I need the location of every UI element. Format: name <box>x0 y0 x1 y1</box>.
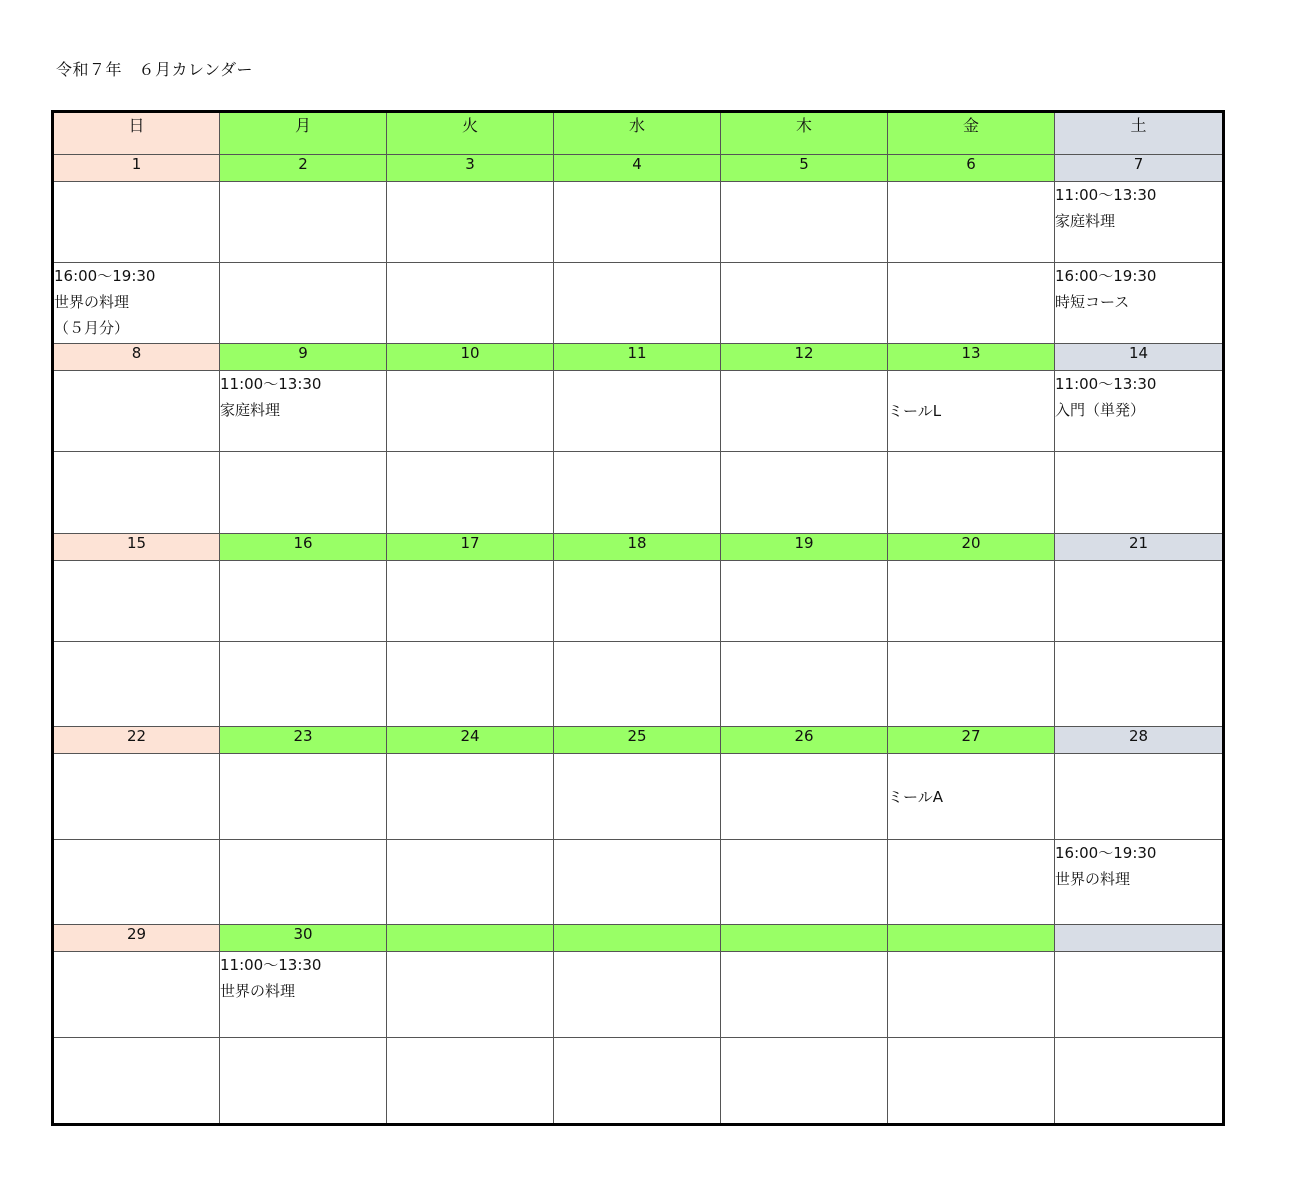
schedule-cell[interactable] <box>387 263 554 344</box>
schedule-cell[interactable] <box>220 1038 387 1125</box>
event-text: 時短コース <box>1055 293 1130 311</box>
schedule-cell[interactable] <box>721 840 888 925</box>
date-cell: 25 <box>554 727 721 754</box>
date-cell: 30 <box>220 925 387 952</box>
date-cell: 3 <box>387 155 554 182</box>
weekday-header-thu: 木 <box>721 112 888 155</box>
date-cell: 24 <box>387 727 554 754</box>
schedule-row <box>53 754 1224 840</box>
date-cell: 28 <box>1055 727 1224 754</box>
event-text: 入門（単発） <box>1055 401 1146 419</box>
schedule-cell[interactable] <box>53 263 220 344</box>
event-text: 16:00〜19:30 <box>1055 267 1157 285</box>
schedule-cell[interactable] <box>1055 754 1224 840</box>
schedule-cell[interactable] <box>554 452 721 534</box>
date-cell <box>888 925 1055 952</box>
date-cell: 17 <box>387 534 554 561</box>
date-cell: 23 <box>220 727 387 754</box>
schedule-row <box>53 1038 1224 1125</box>
schedule-cell[interactable] <box>53 561 220 642</box>
weekday-header-row <box>53 112 1224 155</box>
date-cell <box>554 925 721 952</box>
schedule-cell[interactable] <box>554 371 721 452</box>
date-cell: 5 <box>721 155 888 182</box>
date-cell: 1 <box>53 155 220 182</box>
schedule-cell[interactable] <box>387 371 554 452</box>
schedule-cell[interactable] <box>220 263 387 344</box>
schedule-cell[interactable] <box>554 754 721 840</box>
date-cell: 15 <box>53 534 220 561</box>
schedule-cell[interactable] <box>554 561 721 642</box>
date-cell: 14 <box>1055 344 1224 371</box>
schedule-cell[interactable] <box>888 1038 1055 1125</box>
weekday-header-sat: 土 <box>1055 112 1224 155</box>
schedule-cell[interactable] <box>721 263 888 344</box>
schedule-row <box>53 263 1224 344</box>
date-cell: 27 <box>888 727 1055 754</box>
schedule-cell[interactable] <box>53 452 220 534</box>
schedule-row <box>53 182 1224 263</box>
schedule-cell[interactable] <box>888 754 1055 840</box>
calendar-table <box>51 110 1225 1126</box>
schedule-cell[interactable] <box>387 642 554 727</box>
schedule-row <box>53 561 1224 642</box>
schedule-cell[interactable] <box>53 182 220 263</box>
date-cell <box>721 925 888 952</box>
schedule-cell[interactable] <box>1055 952 1224 1038</box>
schedule-cell[interactable] <box>888 182 1055 263</box>
date-row <box>53 155 1224 182</box>
event-text: 世界の料理 <box>220 982 296 1000</box>
date-cell: 26 <box>721 727 888 754</box>
event-text: 16:00〜19:30 <box>1055 844 1157 862</box>
event-text: 11:00〜13:30 <box>220 375 322 393</box>
weekday-header-mon: 月 <box>220 112 387 155</box>
schedule-cell[interactable] <box>53 754 220 840</box>
page-title: 令和７年 ６月カレンダー <box>56 60 253 79</box>
event-text: 世界の料理 <box>1055 870 1131 888</box>
date-cell: 4 <box>554 155 721 182</box>
schedule-cell[interactable] <box>554 642 721 727</box>
schedule-cell[interactable] <box>387 561 554 642</box>
schedule-cell[interactable] <box>1055 642 1224 727</box>
date-cell: 13 <box>888 344 1055 371</box>
schedule-cell[interactable] <box>220 371 387 452</box>
date-cell: 20 <box>888 534 1055 561</box>
event-text: 家庭料理 <box>1055 212 1116 230</box>
schedule-row <box>53 371 1224 452</box>
schedule-cell[interactable] <box>721 561 888 642</box>
date-cell: 21 <box>1055 534 1224 561</box>
schedule-cell[interactable] <box>220 754 387 840</box>
schedule-cell[interactable] <box>554 182 721 263</box>
weekday-header-sun: 日 <box>53 112 220 155</box>
schedule-cell[interactable] <box>387 952 554 1038</box>
schedule-cell[interactable] <box>220 642 387 727</box>
schedule-cell[interactable] <box>387 1038 554 1125</box>
schedule-row <box>53 840 1224 925</box>
schedule-cell[interactable] <box>1055 840 1224 925</box>
date-cell: 8 <box>53 344 220 371</box>
schedule-cell[interactable] <box>888 952 1055 1038</box>
event-text: 11:00〜13:30 <box>220 956 322 974</box>
weekday-header-wed: 水 <box>554 112 721 155</box>
schedule-cell[interactable] <box>53 952 220 1038</box>
date-cell: 10 <box>387 344 554 371</box>
date-cell: 2 <box>220 155 387 182</box>
schedule-cell[interactable] <box>220 561 387 642</box>
date-cell: 29 <box>53 925 220 952</box>
schedule-cell[interactable] <box>1055 263 1224 344</box>
schedule-row <box>53 452 1224 534</box>
schedule-cell[interactable] <box>554 1038 721 1125</box>
schedule-cell[interactable] <box>721 642 888 727</box>
schedule-cell[interactable] <box>888 561 1055 642</box>
schedule-cell[interactable] <box>1055 452 1224 534</box>
schedule-cell[interactable] <box>387 452 554 534</box>
schedule-cell[interactable] <box>721 952 888 1038</box>
schedule-cell[interactable] <box>721 371 888 452</box>
date-cell: 9 <box>220 344 387 371</box>
schedule-cell[interactable] <box>721 452 888 534</box>
date-cell: 6 <box>888 155 1055 182</box>
schedule-cell[interactable] <box>53 371 220 452</box>
date-cell: 22 <box>53 727 220 754</box>
event-text: ミールA <box>888 787 943 806</box>
date-cell <box>1055 925 1224 952</box>
schedule-cell[interactable] <box>220 840 387 925</box>
schedule-cell[interactable] <box>888 263 1055 344</box>
date-cell: 19 <box>721 534 888 561</box>
weekday-header-fri: 金 <box>888 112 1055 155</box>
schedule-cell[interactable] <box>53 1038 220 1125</box>
schedule-row <box>53 952 1224 1038</box>
schedule-cell[interactable] <box>554 263 721 344</box>
schedule-cell[interactable] <box>1055 371 1224 452</box>
schedule-cell[interactable] <box>1055 1038 1224 1125</box>
schedule-row <box>53 642 1224 727</box>
date-cell: 16 <box>220 534 387 561</box>
event-text: （５月分） <box>54 319 130 337</box>
schedule-cell[interactable] <box>1055 182 1224 263</box>
schedule-cell[interactable] <box>53 642 220 727</box>
schedule-cell[interactable] <box>888 452 1055 534</box>
date-cell: 7 <box>1055 155 1224 182</box>
event-text: 家庭料理 <box>220 401 281 419</box>
schedule-cell[interactable] <box>53 840 220 925</box>
schedule-cell[interactable] <box>387 754 554 840</box>
schedule-cell[interactable] <box>387 840 554 925</box>
event-text: 16:00〜19:30 <box>54 267 156 285</box>
event-text: ミールL <box>888 402 942 420</box>
schedule-cell[interactable] <box>888 371 1055 452</box>
schedule-cell[interactable] <box>554 952 721 1038</box>
date-cell <box>387 925 554 952</box>
date-row <box>53 727 1224 754</box>
schedule-cell[interactable] <box>888 840 1055 925</box>
schedule-cell[interactable] <box>721 182 888 263</box>
schedule-cell[interactable] <box>220 952 387 1038</box>
weekday-header-tue: 火 <box>387 112 554 155</box>
event-text: 11:00〜13:30 <box>1055 375 1157 393</box>
schedule-cell[interactable] <box>888 642 1055 727</box>
schedule-cell[interactable] <box>721 754 888 840</box>
event-text: 11:00〜13:30 <box>1055 186 1157 204</box>
date-cell: 12 <box>721 344 888 371</box>
date-cell: 18 <box>554 534 721 561</box>
schedule-cell[interactable] <box>554 840 721 925</box>
schedule-cell[interactable] <box>1055 561 1224 642</box>
date-cell: 11 <box>554 344 721 371</box>
schedule-cell[interactable] <box>220 182 387 263</box>
date-row <box>53 534 1224 561</box>
schedule-cell[interactable] <box>220 452 387 534</box>
date-row <box>53 925 1224 952</box>
schedule-cell[interactable] <box>387 182 554 263</box>
date-row <box>53 344 1224 371</box>
schedule-cell[interactable] <box>721 1038 888 1125</box>
event-text: 世界の料理 <box>54 293 130 311</box>
